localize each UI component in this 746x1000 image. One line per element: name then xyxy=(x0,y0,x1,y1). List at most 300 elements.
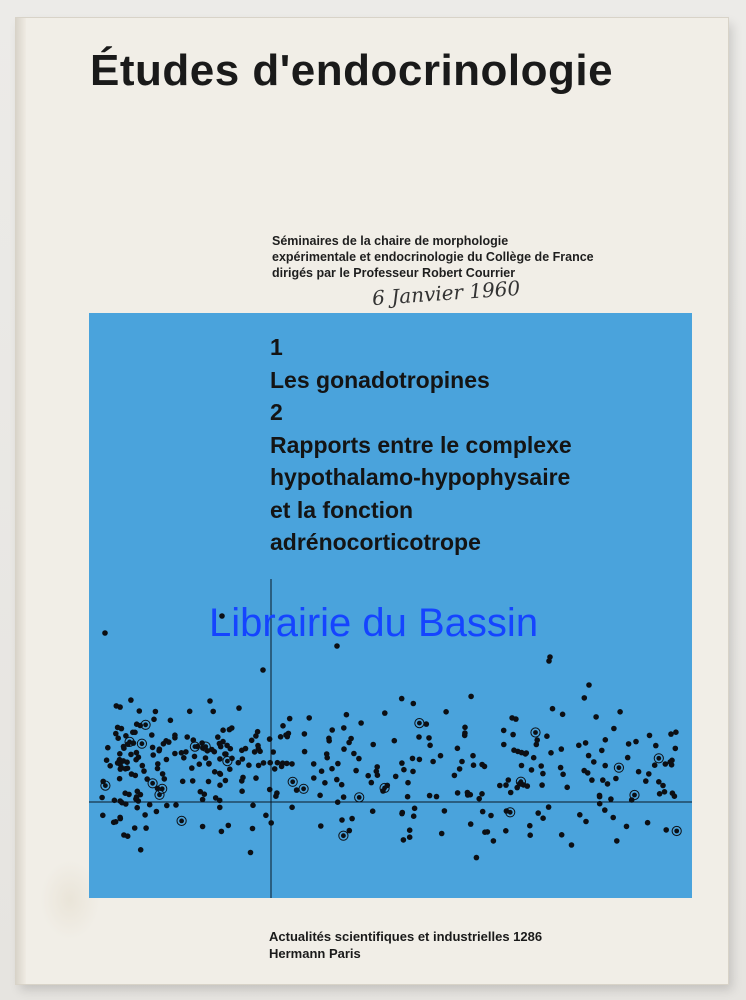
scatter-dot xyxy=(479,762,485,768)
scatter-dot xyxy=(351,751,357,757)
scatter-dot xyxy=(207,698,213,704)
scatter-dot xyxy=(647,733,653,739)
scatter-dot xyxy=(248,850,254,856)
scatter-dot xyxy=(131,740,137,746)
scatter-dot xyxy=(558,765,564,771)
scatter-dot xyxy=(610,815,616,821)
scatter-dot xyxy=(538,763,544,769)
scatter-dot xyxy=(546,658,552,664)
scatter-dot xyxy=(134,805,140,811)
scatter-dot xyxy=(577,812,583,818)
scatter-dot xyxy=(470,753,476,759)
scatter-dot xyxy=(663,827,669,833)
scatter-dot xyxy=(164,757,170,763)
scatter-dot xyxy=(140,763,146,769)
scatter-dot xyxy=(407,827,413,833)
scatter-dot xyxy=(540,815,546,821)
book-title: Études d'endocrinologie xyxy=(90,46,614,95)
scatter-dot xyxy=(339,817,345,823)
scatter-dot xyxy=(253,775,259,781)
scatter-dot xyxy=(187,709,193,715)
scatter-dot xyxy=(190,778,196,784)
scatter-dot xyxy=(668,731,674,737)
scatter-dot xyxy=(586,753,592,759)
scatter-dot xyxy=(491,838,497,844)
scatter-dot xyxy=(141,768,147,774)
scatter-dot xyxy=(161,741,167,747)
scatter-dot xyxy=(133,773,139,779)
scatter-dot xyxy=(311,761,317,767)
scatter-dot xyxy=(301,786,306,791)
scatter-dot xyxy=(656,756,661,761)
scatter-dot xyxy=(468,694,474,700)
scatter-dot xyxy=(147,802,153,808)
scatter-dot xyxy=(358,720,364,726)
scatter-dot xyxy=(399,811,405,817)
scatter-dot xyxy=(289,805,295,811)
scatter-dot xyxy=(474,855,480,861)
handwritten-date: 6 Janvier 1960 xyxy=(371,275,521,311)
scatter-dot xyxy=(123,766,129,772)
subtitle-line: expérimentale et endocrinologie du Collège de France xyxy=(272,250,594,264)
scatter-dot xyxy=(180,779,186,785)
scatter-dot xyxy=(218,771,224,777)
scatter-dot xyxy=(125,833,131,839)
scatter-dot xyxy=(181,755,187,761)
scatter-dot xyxy=(246,762,252,768)
scatter-dot xyxy=(605,781,611,787)
scatter-dot xyxy=(172,732,178,738)
scatter-dot xyxy=(510,732,516,738)
scatter-dot xyxy=(663,761,669,767)
scatter-dot xyxy=(144,776,150,782)
scatter-dot xyxy=(252,749,258,755)
scatter-dot xyxy=(128,697,134,703)
scatter-dot xyxy=(239,788,245,794)
scatter-dot xyxy=(134,794,140,800)
scatter-dot xyxy=(284,761,290,767)
scatter-dot xyxy=(534,742,540,748)
scatter-dot xyxy=(268,820,274,826)
scatter-dot xyxy=(633,739,639,745)
scatter-dot xyxy=(560,772,566,778)
scatter-dot xyxy=(608,796,614,802)
scatter-dot xyxy=(225,759,230,764)
scatter-dot xyxy=(121,744,127,750)
scatter-dot xyxy=(192,754,198,760)
scatter-dot xyxy=(311,775,317,781)
scatter-dot xyxy=(349,816,355,822)
scatter-dot xyxy=(438,753,444,759)
scatter-dot xyxy=(117,798,123,804)
scatter-dot xyxy=(329,766,335,772)
scatter-dot xyxy=(198,789,204,795)
scatter-dot xyxy=(124,759,130,765)
part-title: adrénocorticotrope xyxy=(270,529,481,555)
scatter-dot xyxy=(660,783,666,789)
scatter-dot xyxy=(399,696,405,702)
scatter-dot xyxy=(636,769,642,775)
scatter-dot xyxy=(602,807,608,813)
scatter-dot xyxy=(531,755,537,761)
scatter-dot xyxy=(267,760,273,766)
scatter-dot xyxy=(673,746,679,752)
scatter-dot xyxy=(457,766,463,772)
scatter-dot xyxy=(582,695,588,701)
scatter-dot xyxy=(426,735,432,741)
scatter-dot xyxy=(227,727,233,733)
scatter-dot xyxy=(335,799,341,805)
cover-left-edge xyxy=(16,18,26,984)
scatter-dot xyxy=(513,716,519,722)
scatter-dot xyxy=(559,832,565,838)
scatter-dot xyxy=(535,810,541,816)
part-title: et la fonction xyxy=(270,496,414,523)
scatter-dot xyxy=(128,752,134,758)
scatter-dot xyxy=(370,742,376,748)
scatter-dot xyxy=(263,813,269,819)
scatter-dot xyxy=(99,795,105,801)
scatter-dot xyxy=(550,706,556,712)
scatter-dot xyxy=(501,728,507,734)
scatter-dot xyxy=(317,793,323,799)
scatter-dot xyxy=(583,819,589,825)
scatter-dot xyxy=(410,756,416,762)
scatter-dot xyxy=(132,825,138,831)
scatter-dot xyxy=(117,704,123,710)
scatter-dot xyxy=(497,783,503,789)
scatter-dot xyxy=(503,782,509,788)
scatter-dot xyxy=(105,745,111,751)
scatter-dot xyxy=(346,740,352,746)
scatter-dot xyxy=(544,733,550,739)
scatter-dot xyxy=(657,791,663,797)
scatter-dot xyxy=(224,743,230,749)
scatter-dot xyxy=(603,737,609,743)
scatter-dot xyxy=(632,793,637,798)
scatter-dot xyxy=(236,705,242,711)
scatter-dot xyxy=(278,734,284,740)
scatter-dot xyxy=(197,761,203,767)
scatter-dot xyxy=(215,734,221,740)
scatter-dot xyxy=(427,793,433,799)
scatter-dot xyxy=(370,808,376,814)
scatter-dot xyxy=(462,733,468,739)
scatter-dot xyxy=(220,727,226,733)
scatter-dot xyxy=(591,759,597,765)
scatter-dot xyxy=(583,740,589,746)
publisher-footer xyxy=(269,928,542,962)
scatter-dot xyxy=(203,755,209,761)
scatter-dot xyxy=(589,777,595,783)
scatter-dot xyxy=(272,766,278,772)
scatter-dot xyxy=(334,777,340,783)
scatter-dot xyxy=(482,829,488,835)
scatter-dot xyxy=(479,791,485,797)
scatter-dot xyxy=(168,718,174,724)
scatter-dot xyxy=(569,842,575,848)
scatter-dot xyxy=(527,832,533,838)
scatter-dot xyxy=(410,769,416,775)
scatter-dot xyxy=(261,760,267,766)
scatter-dot xyxy=(525,783,531,789)
scatter-dot xyxy=(210,709,216,715)
scatter-dot xyxy=(412,806,418,812)
scatter-dot xyxy=(227,766,233,772)
scatter-dot xyxy=(151,717,157,723)
scatter-dot xyxy=(626,741,632,747)
scatter-dot xyxy=(401,767,407,773)
scatter-dot xyxy=(576,743,582,749)
scatter-dot xyxy=(670,790,676,796)
scatter-dot xyxy=(179,750,185,756)
scatter-dot xyxy=(256,763,262,769)
scatter-dot xyxy=(417,757,423,763)
scatter-dot xyxy=(150,745,156,751)
scatter-dot xyxy=(339,782,345,788)
scatter-dot xyxy=(226,823,232,829)
scatter-dot xyxy=(382,710,388,716)
scatter-dot xyxy=(357,795,362,800)
scatter-dot xyxy=(217,805,223,811)
scatter-dot xyxy=(184,734,190,740)
scatter-dot xyxy=(656,779,662,785)
scatter-dot xyxy=(103,783,108,788)
scatter-dot xyxy=(260,667,266,673)
scatter-dot xyxy=(138,847,144,853)
scatter-dot xyxy=(274,790,280,796)
scatter-dot xyxy=(160,771,166,777)
subtitle-line: dirigés par le Professeur Robert Courrier xyxy=(272,266,516,280)
scatter-dot xyxy=(319,768,325,774)
scatter-dot xyxy=(365,773,371,779)
scatter-dot xyxy=(239,748,245,754)
scatter-dot xyxy=(111,820,117,826)
scatter-dot xyxy=(417,721,422,726)
seller-watermark: Librairie du Bassin xyxy=(209,601,539,645)
scatter-dot xyxy=(540,771,546,777)
scatter-dot xyxy=(123,733,129,739)
scatter-dot xyxy=(179,819,184,824)
scatter-dot xyxy=(411,813,417,819)
scatter-dot xyxy=(560,712,566,718)
scatter-dot xyxy=(143,722,148,727)
scatter-dot xyxy=(643,778,649,784)
scatter-dot xyxy=(476,796,482,802)
scatter-dot xyxy=(434,794,440,800)
scatter-dot xyxy=(508,810,513,815)
scatter-dot xyxy=(385,783,391,789)
scatter-dot xyxy=(154,809,160,815)
scatter-dot xyxy=(405,780,411,786)
scatter-dot xyxy=(136,754,142,760)
scatter-dot xyxy=(617,709,623,715)
scatter-dot xyxy=(239,778,245,784)
scatter-dot xyxy=(157,746,163,752)
scatter-dot xyxy=(164,803,170,809)
scatter-dot xyxy=(275,760,281,766)
scatter-dot xyxy=(392,738,398,744)
scatter-dot xyxy=(335,761,341,767)
scatter-dot xyxy=(149,732,155,738)
scatter-dot xyxy=(219,829,225,835)
scatter-dot xyxy=(150,781,155,786)
scatter-dot xyxy=(189,765,195,771)
scatter-dot xyxy=(539,782,545,788)
scatter-dot xyxy=(117,751,123,757)
scatter-dot xyxy=(488,813,494,819)
scatter-dot xyxy=(581,768,587,774)
scatter-dot xyxy=(416,734,422,740)
scatter-dot xyxy=(625,755,631,761)
scatter-dot xyxy=(646,771,652,777)
scatter-dot xyxy=(329,727,335,733)
scatter-dot xyxy=(374,769,380,775)
scatter-dot xyxy=(645,820,651,826)
scatter-dot xyxy=(344,712,350,718)
scatter-dot xyxy=(223,751,229,757)
scatter-dot xyxy=(471,762,477,768)
scatter-dot xyxy=(123,801,129,807)
scatter-dot xyxy=(462,725,468,731)
scatter-dot xyxy=(341,794,347,800)
scatter-dot xyxy=(249,738,255,744)
scatter-dot xyxy=(468,821,474,827)
scatter-dot xyxy=(217,756,223,762)
scatter-dot xyxy=(306,715,312,721)
scatter-dot xyxy=(399,760,405,766)
scatter-dot xyxy=(593,714,599,720)
blue-panel xyxy=(89,313,692,898)
scatter-dot xyxy=(611,726,617,732)
scatter-dot xyxy=(503,828,509,834)
scatter-dot xyxy=(153,709,159,715)
scatter-dot xyxy=(529,767,535,773)
scatter-dot xyxy=(267,736,273,742)
scatter-dot xyxy=(126,792,132,798)
scatter-dot xyxy=(218,744,224,750)
scatter-dot xyxy=(442,808,448,814)
scatter-dot xyxy=(119,726,125,732)
scatter-dot xyxy=(614,838,620,844)
scatter-dot xyxy=(597,794,603,800)
scatter-dot xyxy=(250,803,256,809)
scatter-dot xyxy=(602,763,608,769)
scatter-dot xyxy=(341,746,347,752)
scatter-dot xyxy=(455,746,461,752)
scatter-dot xyxy=(480,809,486,815)
scatter-dot xyxy=(501,742,507,748)
scatter-dot xyxy=(280,723,286,729)
scatter-dot xyxy=(380,788,386,794)
scatter-dot xyxy=(599,748,605,754)
scatter-dot xyxy=(559,746,565,752)
scatter-dot xyxy=(564,785,570,791)
scatter-dot xyxy=(546,804,552,810)
scatter-dot xyxy=(411,701,417,707)
scatter-dot xyxy=(662,789,668,795)
scatter-dot xyxy=(459,759,465,765)
scatter-dot xyxy=(200,797,206,803)
scatter-dot xyxy=(586,682,592,688)
scatter-dot xyxy=(250,826,256,832)
seminar-subtitle xyxy=(272,233,594,281)
scatter-dot xyxy=(401,837,407,843)
scatter-dot xyxy=(206,779,212,785)
scatter-dot xyxy=(100,813,106,819)
scatter-dot xyxy=(132,730,138,736)
scatter-dot xyxy=(290,779,295,784)
scatter-dot xyxy=(223,778,229,784)
scatter-dot xyxy=(506,777,512,783)
scatter-dot xyxy=(455,790,461,796)
part-title: hypothalamo-hypophysaire xyxy=(270,464,571,490)
scatter-dot xyxy=(613,776,619,782)
scatter-dot xyxy=(118,816,124,822)
scatter-dot xyxy=(212,769,218,775)
scatter-dot xyxy=(253,733,259,739)
scatter-dot xyxy=(326,736,332,742)
scatter-dot xyxy=(353,768,359,774)
scatter-dot xyxy=(430,759,436,765)
scatter-dot xyxy=(667,759,673,765)
scatter-dot xyxy=(347,828,353,834)
scatter-dot xyxy=(107,763,113,769)
scatter-dot xyxy=(217,798,223,804)
scatter-dot xyxy=(533,730,538,735)
scatter-dot xyxy=(240,756,246,762)
scatter-dot xyxy=(157,792,162,797)
scatter-dot xyxy=(155,766,161,772)
scatter-dot xyxy=(318,823,324,829)
series-line: Actualités scientifiques et industrielles 1286 xyxy=(269,929,543,944)
scatter-dot xyxy=(206,761,212,767)
part-number: 2 xyxy=(270,399,283,425)
scatter-dot xyxy=(673,729,679,735)
scatter-dot xyxy=(112,798,118,804)
scatter-dot xyxy=(393,774,399,780)
scatter-dot xyxy=(140,741,145,746)
scatter-dot xyxy=(652,762,658,768)
scatter-dot xyxy=(270,749,276,755)
part-number: 1 xyxy=(270,334,283,360)
scatter-dot xyxy=(322,780,328,786)
scatter-dot xyxy=(205,748,211,754)
scatter-dot xyxy=(135,789,141,795)
scatter-dot xyxy=(200,824,206,830)
part-title: Les gonadotropines xyxy=(270,366,490,393)
scatter-dot xyxy=(548,750,554,756)
scatter-dot xyxy=(356,756,362,762)
scatter-dot xyxy=(600,777,606,783)
scatter-dot xyxy=(427,743,433,749)
scatter-dot xyxy=(217,782,223,788)
scatter-dot xyxy=(302,731,308,737)
scatter-dot xyxy=(173,802,179,808)
scatter-dot xyxy=(104,757,110,763)
part-title: Rapports entre le complexe xyxy=(270,431,572,458)
scatter-dot xyxy=(289,761,295,767)
scatter-dot xyxy=(172,751,178,757)
scatter-dot xyxy=(341,725,347,731)
scatter-dot xyxy=(405,794,411,800)
scatter-dot xyxy=(286,731,292,737)
scatter-dot xyxy=(143,825,149,831)
scatter-dot xyxy=(465,792,471,798)
scatter-dot xyxy=(195,744,201,750)
scatter-dot xyxy=(294,787,300,793)
scatter-dot xyxy=(508,790,514,796)
